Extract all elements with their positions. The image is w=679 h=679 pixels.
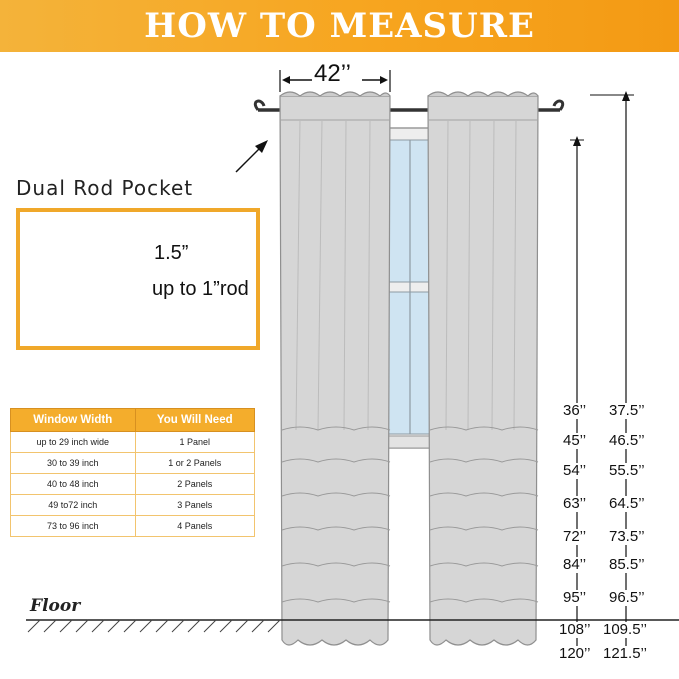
- length-label-left: 108’’: [559, 621, 591, 638]
- length-label-right: 64.5’’: [609, 495, 645, 512]
- length-label-right: 109.5’’: [603, 621, 647, 638]
- length-label-right: 96.5’’: [609, 589, 645, 606]
- length-label-right: 46.5’’: [609, 432, 645, 449]
- length-label-left: 95’’: [563, 589, 587, 606]
- window-width-cell: 49 to72 inch: [11, 495, 136, 516]
- panels-needed-cell: 1 Panel: [135, 432, 254, 453]
- length-label-right: 121.5’’: [603, 645, 647, 662]
- length-label-left: 84’’: [563, 556, 587, 573]
- length-measure-lines: [570, 91, 634, 660]
- table-row: [11, 453, 255, 474]
- length-label-left: 72’’: [563, 528, 587, 545]
- column-header-window-width: Window Width: [11, 409, 136, 432]
- table-header-row: [11, 409, 255, 432]
- length-label-left: 120’’: [559, 645, 591, 662]
- table-row: [11, 495, 255, 516]
- table-row: [11, 474, 255, 495]
- window-width-cell: 40 to 48 inch: [11, 474, 136, 495]
- table-row: [11, 516, 255, 537]
- length-label-left: 45’’: [563, 432, 587, 449]
- table-row: [11, 432, 255, 453]
- left-curtain-panel: [280, 92, 390, 645]
- length-label-right: 37.5’’: [609, 402, 645, 419]
- panel-size-table: [10, 408, 255, 537]
- column-header-you-will-need: You Will Need: [135, 409, 254, 432]
- header-size-label: 1.5”: [154, 242, 189, 264]
- page-title: HOW TO MEASURE: [144, 6, 535, 46]
- window-width-cell: 30 to 39 inch: [11, 453, 136, 474]
- length-label-left: 63’’: [563, 495, 587, 512]
- length-label-right: 85.5’’: [609, 556, 645, 573]
- rod-size-label: up to 1”rod: [152, 278, 249, 300]
- window-width-cell: up to 29 inch wide: [11, 432, 136, 453]
- length-label-right: 73.5’’: [609, 528, 645, 545]
- length-label-right: 55.5’’: [609, 462, 645, 479]
- window-width-cell: 73 to 96 inch: [11, 516, 136, 537]
- panel-width-label: 42’’: [314, 60, 351, 87]
- floor-label: Floor: [30, 596, 81, 616]
- panels-needed-cell: 1 or 2 Panels: [135, 453, 254, 474]
- right-curtain-panel: [428, 92, 538, 645]
- panels-needed-cell: 4 Panels: [135, 516, 254, 537]
- panels-needed-cell: 2 Panels: [135, 474, 254, 495]
- panels-needed-cell: 3 Panels: [135, 495, 254, 516]
- length-label-left: 36’’: [563, 402, 587, 419]
- rod-pocket-label: Dual Rod Pocket: [16, 176, 194, 200]
- rod-pocket-arrow: [236, 140, 268, 172]
- length-label-left: 54’’: [563, 462, 587, 479]
